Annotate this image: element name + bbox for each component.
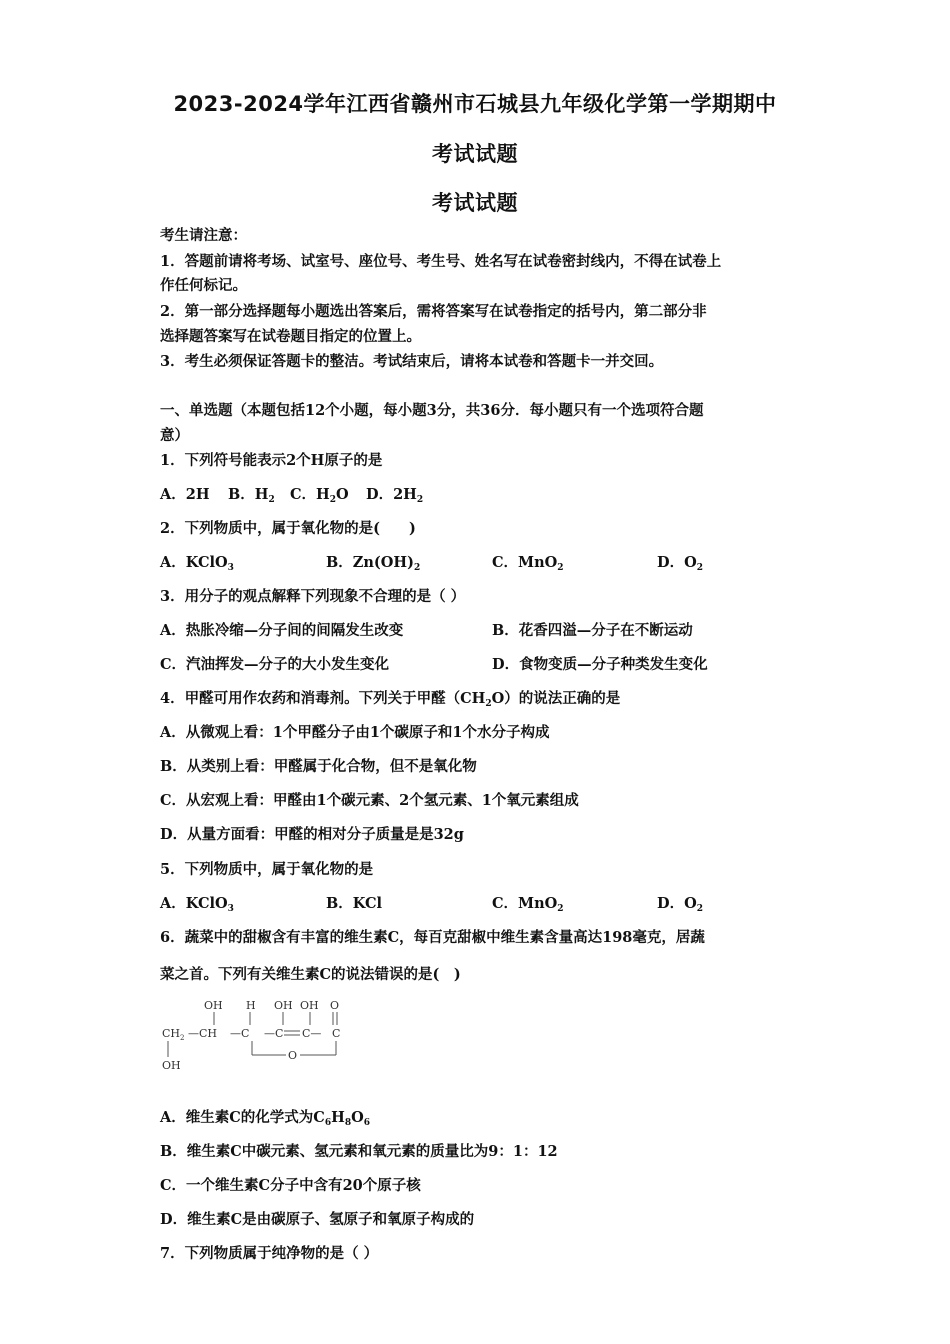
struct-c4: C xyxy=(332,1027,341,1040)
section-heading: 一、单选题（本题包括12个小题，每小题3分，共36分．每小题只有一个选项符合题 xyxy=(160,402,704,419)
question-2-stem: 2．下列物质中，属于氧化物的是( ) xyxy=(160,520,416,537)
q2-option-a: A．KClO$_3$ xyxy=(160,554,234,573)
exam-title-line1: 2023-2024学年江西省赣州市石城县九年级化学第一学期期中 xyxy=(173,92,777,116)
q4-option-a: A．从微观上看：1个甲醛分子由1个碳原子和1个水分子构成 xyxy=(160,724,550,741)
q1-option-b: B．$H_2$ xyxy=(228,486,275,505)
struct-o-top: O xyxy=(330,999,340,1012)
notice-line: 2．第一部分选择题每小题选出答案后，需将答案写在试卷指定的括号内，第二部分非 xyxy=(160,303,707,320)
struct-oh-bottom: OH xyxy=(162,1059,181,1072)
struct-ch2: $CH_2$ xyxy=(162,1027,185,1042)
struct-o-ring: O xyxy=(288,1049,298,1062)
q5-option-a: A．KClO$_3$ xyxy=(160,895,234,914)
q1-option-c: C．$H_2O$ xyxy=(290,486,349,505)
notice-line: 作任何标记。 xyxy=(160,277,247,294)
notice-line: 3．考生必须保证答题卡的整洁。考试结束后，请将本试卷和答题卡一并交回。 xyxy=(160,353,664,370)
question-7-stem: 7．下列物质属于纯净物的是（ ） xyxy=(160,1245,379,1262)
struct-oh-3: OH xyxy=(300,999,319,1012)
q3-option-c: C．汽油挥发—分子的大小发生变化 xyxy=(160,656,390,673)
struct-h: H xyxy=(246,999,256,1012)
q3-option-a: A．热胀冷缩—分子间的间隔发生改变 xyxy=(160,622,404,639)
notice-line: 选择题答案写在试卷题目指定的位置上。 xyxy=(160,328,421,345)
q2-option-b: B．$Zn(OH)_2$ xyxy=(326,554,421,573)
q5-option-b: B．KCl xyxy=(326,895,383,912)
q2-option-d: D．$O_2$ xyxy=(657,554,703,573)
notice-heading: 考生请注意： xyxy=(160,227,247,244)
vitamin-c-structure xyxy=(160,995,360,1075)
q6-option-b: B．维生素C中碳元素、氢元素和氧元素的质量比为9：1：12 xyxy=(160,1143,558,1160)
struct-ch: —CH xyxy=(188,1027,218,1040)
q4-option-d: D．从量方面看：甲醛的相对分子质量是是32g xyxy=(160,826,464,843)
q6-option-c: C．一个维生素C分子中含有20个原子核 xyxy=(160,1177,421,1194)
question-1-stem: 1．下列符号能表示2个H原子的是 xyxy=(160,452,383,469)
q4-option-c: C．从宏观上看：甲醛由1个碳元素、2个氢元素、1个氧元素组成 xyxy=(160,792,579,809)
q6-option-a: A．维生素C的化学式为$C_6H_8O_6$ xyxy=(160,1109,370,1128)
notice-line: 1．答题前请将考场、试室号、座位号、考生号、姓名写在试卷密封线内，不得在试卷上 xyxy=(160,253,722,270)
exam-title-line3: 考试试题 xyxy=(432,191,518,215)
q3-option-b: B．花香四溢—分子在不断运动 xyxy=(492,622,693,639)
q4-option-b: B．从类别上看：甲醛属于化合物，但不是氧化物 xyxy=(160,758,477,775)
question-6-stem: 6．蔬菜中的甜椒含有丰富的维生素C，每百克甜椒中维生素含量高达198毫克，居蔬 xyxy=(160,929,705,946)
q1-option-a: A．2H xyxy=(160,486,210,503)
q3-option-d: D．食物变质—分子种类发生变化 xyxy=(492,656,708,673)
exam-title-line2: 考试试题 xyxy=(432,142,518,166)
struct-c1: —C xyxy=(230,1027,250,1040)
q6-option-d: D．维生素C是由碳原子、氢原子和氧原子构成的 xyxy=(160,1211,475,1228)
question-6-stem-cont: 菜之首。下列有关维生素C的说法错误的是( ) xyxy=(160,966,461,983)
q2-option-c: C．MnO$_2$ xyxy=(492,554,564,573)
q1-option-d: D．$2H_2$ xyxy=(366,486,424,505)
section-heading-cont: 意） xyxy=(160,427,189,444)
struct-c3: C— xyxy=(302,1027,322,1040)
question-3-stem: 3．用分子的观点解释下列现象不合理的是（ ） xyxy=(160,588,466,605)
question-4-stem: 4．甲醛可用作农药和消毒剂。下列关于甲醛$(CH_2O)$的说法正确的是 xyxy=(160,690,621,709)
struct-oh-1: OH xyxy=(204,999,223,1012)
struct-oh-2: OH xyxy=(274,999,293,1012)
struct-c2: —C xyxy=(264,1027,284,1040)
question-5-stem: 5．下列物质中，属于氧化物的是 xyxy=(160,861,374,878)
q5-option-c: C．MnO$_2$ xyxy=(492,895,564,914)
q5-option-d: D．$O_2$ xyxy=(657,895,703,914)
